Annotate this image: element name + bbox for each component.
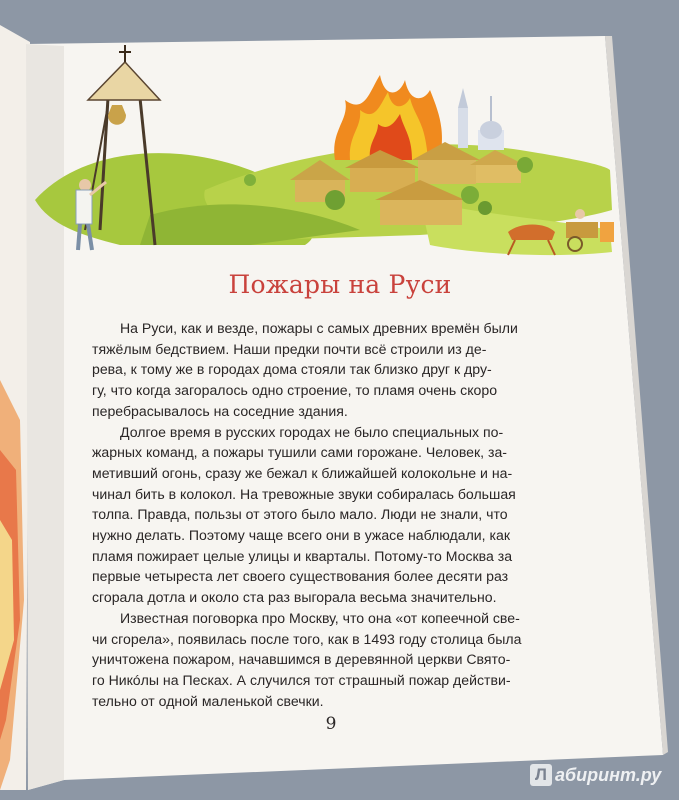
- watermark-text: абиринт.ру: [555, 765, 662, 785]
- article-body: [92, 318, 577, 711]
- paragraph-1: На Руси, как и везде, пожары с самых древних времён были тяжёлым бедствием. Наши предки почти всё строили из де- рева, к тому же в городах дома стояли так близко друг к дру- гу, что когда загоралось одно строение, то пламя очень скоро перебрасывалось на соседние здания.: [92, 320, 518, 419]
- watermark-logo-badge: Л: [530, 764, 552, 786]
- paragraph-3: Известная поговорка про Москву, что она «от копеечной све- чи сгорела», появилась после того, как в 1493 году столица была уничтожена пожаром, начавшимся в деревянной церкви Свято- го Никóлы на Песках. А случился тот страшный пожар действи- тельно от одной маленькой свечки.: [92, 609, 522, 709]
- page-title: Пожары на Руси: [228, 270, 452, 299]
- watermark: [530, 760, 675, 790]
- page-number: 9: [325, 714, 337, 734]
- paragraph-2: Долгое время в русских городах не было специальных по- жарных команд, а пожары тушили сами горожане. Человек, за- метивший огонь, сразу же бежал к ближайшей колокольне и на- чинал бить в колокол. На тревожные звуки собиралась большая толпа. Правда, пользы от этого было мало. Люди не знали, что нужно делать. Поэтому чаще всего они в ужасе наблюдали, как пламя пожирает целые улицы и кварталы. Потому-то Москва за первые четыреста лет своего существования более десяти раз сгорала дотла и около ста раз выгорала весьма значительно.: [92, 423, 516, 606]
